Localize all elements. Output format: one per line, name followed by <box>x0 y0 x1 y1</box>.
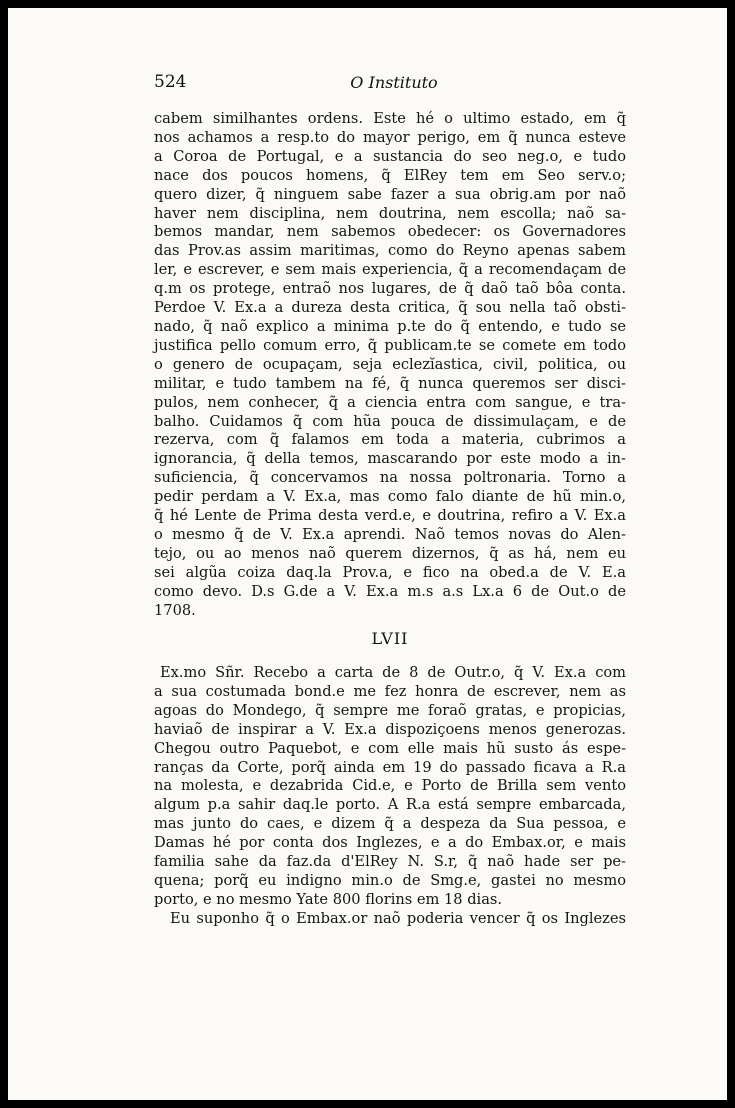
text-line: haviaõ de inspirar a V. Ex.a dispoziçoens menos generozas. <box>154 720 626 738</box>
page-number: 524 <box>154 72 187 92</box>
letter-1-body <box>154 110 626 620</box>
text-line: tejo, ou ao menos naõ querem dizernos, q̃ as há, nem eu <box>154 544 626 562</box>
text-line: quero dizer, q̃ ninguem sabe fazer a sua obrig.am por naõ <box>154 185 626 203</box>
text-line: suficiencia, q̃ concervamos na nossa poltronaria. Torno a <box>154 469 626 487</box>
text-line: nos achamos a resp.to do mayor perigo, em q̃ nunca esteve <box>154 128 626 146</box>
text-line: q̃ hé Lente de Prima desta verd.e, e doutrina, refiro a V. Ex.a <box>154 507 626 525</box>
section-heading: LVII <box>371 629 409 648</box>
text-line: ranças da Corte, porq̃ ainda em 19 do passado ficava a R.a <box>154 758 626 776</box>
text-line: militar, e tudo tambem na fé, q̃ nunca queremos ser disci- <box>154 374 626 392</box>
text-line: quena; porq̃ eu indigno min.o de Smg.e, gastei no mesmo <box>154 871 626 889</box>
text-line: sei algũa coiza daq.la Prov.a, e fico na obed.a de V. E.a <box>154 563 626 581</box>
text-line: cabem similhantes ordens. Este hé o ultimo estado, em q̃ <box>154 110 626 127</box>
text-line: das Prov.as assim maritimas, como do Reyno apenas sabem <box>154 242 626 260</box>
text-line: porto, e no mesmo Yate 800 florins em 18 dias. <box>154 890 503 908</box>
text-line: algum p.a sahir daq.le porto. A R.a está sempre embarcada, <box>154 796 626 814</box>
text-line: o genero de ocupaçam, seja eclezĭastica, civil, politica, ou <box>154 355 626 373</box>
text-line: familia sahe da faz.da d'ElRey N. S.r, q̃ naõ hade ser pe- <box>154 853 626 871</box>
text-line: rezerva, com q̃ falamos em toda a materia, cubrimos a <box>154 431 626 449</box>
text-line: pedir perdam a V. Ex.a, mas como falo diante de hũ min.o, <box>154 488 626 506</box>
text-line: nado, q̃ naõ explico a minima p.te do q̃ entendo, e tudo se <box>154 317 626 335</box>
text-line: haver nem disciplina, nem doutrina, nem escolla; naõ sa- <box>154 204 626 222</box>
text-line: ignorancia, q̃ della temos, mascarando por este modo a in- <box>154 450 626 468</box>
text-line: justifica pello comum erro, q̃ publicam.te se comete em todo <box>154 336 626 354</box>
letter-2-body <box>154 664 626 929</box>
text-line: como devo. D.s G.de a V. Ex.a m.s a.s Lx.a 6 de Out.o de <box>154 582 626 600</box>
text-line: balho. Cuidamos q̃ com hũa pouca de dissimulaçam, e de <box>154 412 626 430</box>
text-line: mas junto do caes, e dizem q̃ a despeza da Sua pessoa, e <box>154 815 626 833</box>
book-page <box>8 8 727 1100</box>
text-line: Ex.mo Sñr. Recebo a carta de 8 de Outr.o, q̃ V. Ex.a com <box>160 664 626 681</box>
text-line: bemos mandar, nem sabemos obedecer: os Governadores <box>154 223 626 241</box>
text-line: nace dos poucos homens, q̃ ElRey tem em Seo serv.o; <box>154 166 626 184</box>
text-line: ler, e escrever, e sem mais experiencia, q̃ a recomendaçam de <box>154 261 626 279</box>
text-line: Eu suponho q̃ o Embax.or naõ poderia vencer q̃ os Inglezes <box>170 909 626 927</box>
text-line: a Coroa de Portugal, e a sustancia do seo neg.o, e tudo <box>154 147 626 165</box>
text-line: a sua costumada bond.e me fez honra de escrever, nem as <box>154 682 626 700</box>
text-line: na molesta, e dezabrida Cid.e, e Porto de Brilla sem vento <box>154 777 626 795</box>
text-line: Perdoe V. Ex.a a dureza desta critica, q̃ sou nella taõ obsti- <box>154 299 626 317</box>
page-header <box>154 72 634 96</box>
text-line: q.m os protege, entraõ nos lugares, de q̃ daõ taõ bôa conta. <box>154 280 626 298</box>
text-line: Damas hé por conta dos Inglezes, e a do Embax.or, e mais <box>154 834 626 852</box>
text-line: o mesmo q̃ de V. Ex.a aprendi. Naõ temos novas do Alen- <box>154 525 626 543</box>
text-line: agoas do Mondego, q̃ sempre me foraõ gratas, e propicias, <box>154 701 626 719</box>
text-line: Chegou outro Paquebot, e com elle mais hũ susto ás espe- <box>154 739 626 757</box>
running-title: O Instituto <box>350 73 438 92</box>
text-line: pulos, nem conhecer, q̃ a ciencia entra com sangue, e tra- <box>154 393 626 411</box>
text-line: 1708. <box>154 601 196 619</box>
